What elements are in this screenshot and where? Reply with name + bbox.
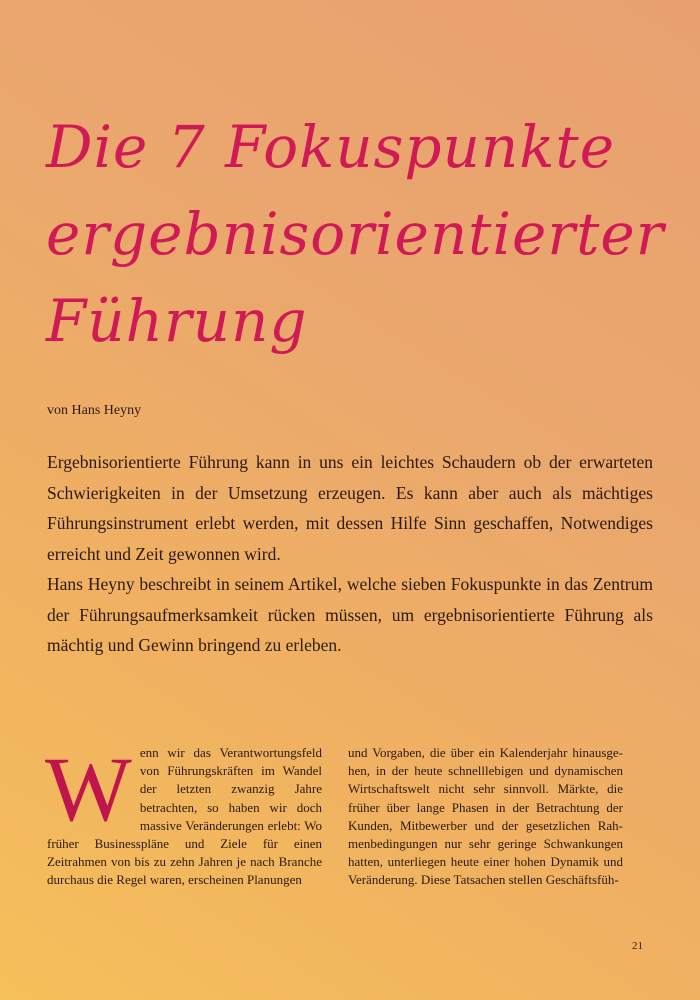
title-line-1: Die 7 Fokuspunkte <box>46 113 616 181</box>
drop-cap: W <box>45 738 132 840</box>
body-column-2: und Vorgaben, die über ein Kalenderjahr hinausgehen, in der heute schnelllebigen und dynamischen Wirtschaftswelt nicht sehr sinnvoll. Märkte, die früher über lange Phasen in der Betrachtung der Kunden, Mitbewerber und der gesetzlichen Rahmenbedingungen nur sehr geringe Schwankungen hatten, unterliegen heute einer hohen Dynamik und Veränderung. Diese Tatsachen stellen Geschäftsfüh- <box>348 745 623 888</box>
intro-lead <box>47 447 653 661</box>
column-1-text: enn wir das Verantwortungsfeld von Führungskräften im Wandel der letzten zwanzig Jahre betrachten, so haben wir doch massive Veränderungen erlebt: Wo früher Businesspläne und Ziele für einen Zeitrahmen von bis zu zehn Jahren je nach Branche durchaus die Regel waren, erscheinen Planungen <box>47 745 322 888</box>
article-title <box>46 104 666 365</box>
title-line-3: Führung <box>46 287 308 355</box>
intro-paragraph-1: Ergebnisorientierte Führung kann in uns ein leichtes Schaudern ob der erwarteten Schwierigkeiten in der Umsetzung erzeugen. Es kann aber auch als mächtiges Führungsinstrument erlebt werden, mit dessen Hilfe Sinn geschaffen, Notwendiges erreicht und Zeit gewonnen wird. <box>47 452 653 564</box>
title-line-2: ergebnisorientierter <box>46 200 665 268</box>
body-columns <box>45 738 624 888</box>
page-number: 21 <box>632 940 643 952</box>
author-byline: von Hans Heyny <box>47 403 142 418</box>
body-column-1 <box>45 738 322 890</box>
intro-paragraph-2: Hans Heyny beschreibt in seinem Artikel, welche sieben Fokuspunkte in das Zentrum der Führungsaufmerksamkeit rücken müssen, um ergebnisorientierte Führung als mächtig und Gewinn bringend zu erleben. <box>47 574 653 655</box>
